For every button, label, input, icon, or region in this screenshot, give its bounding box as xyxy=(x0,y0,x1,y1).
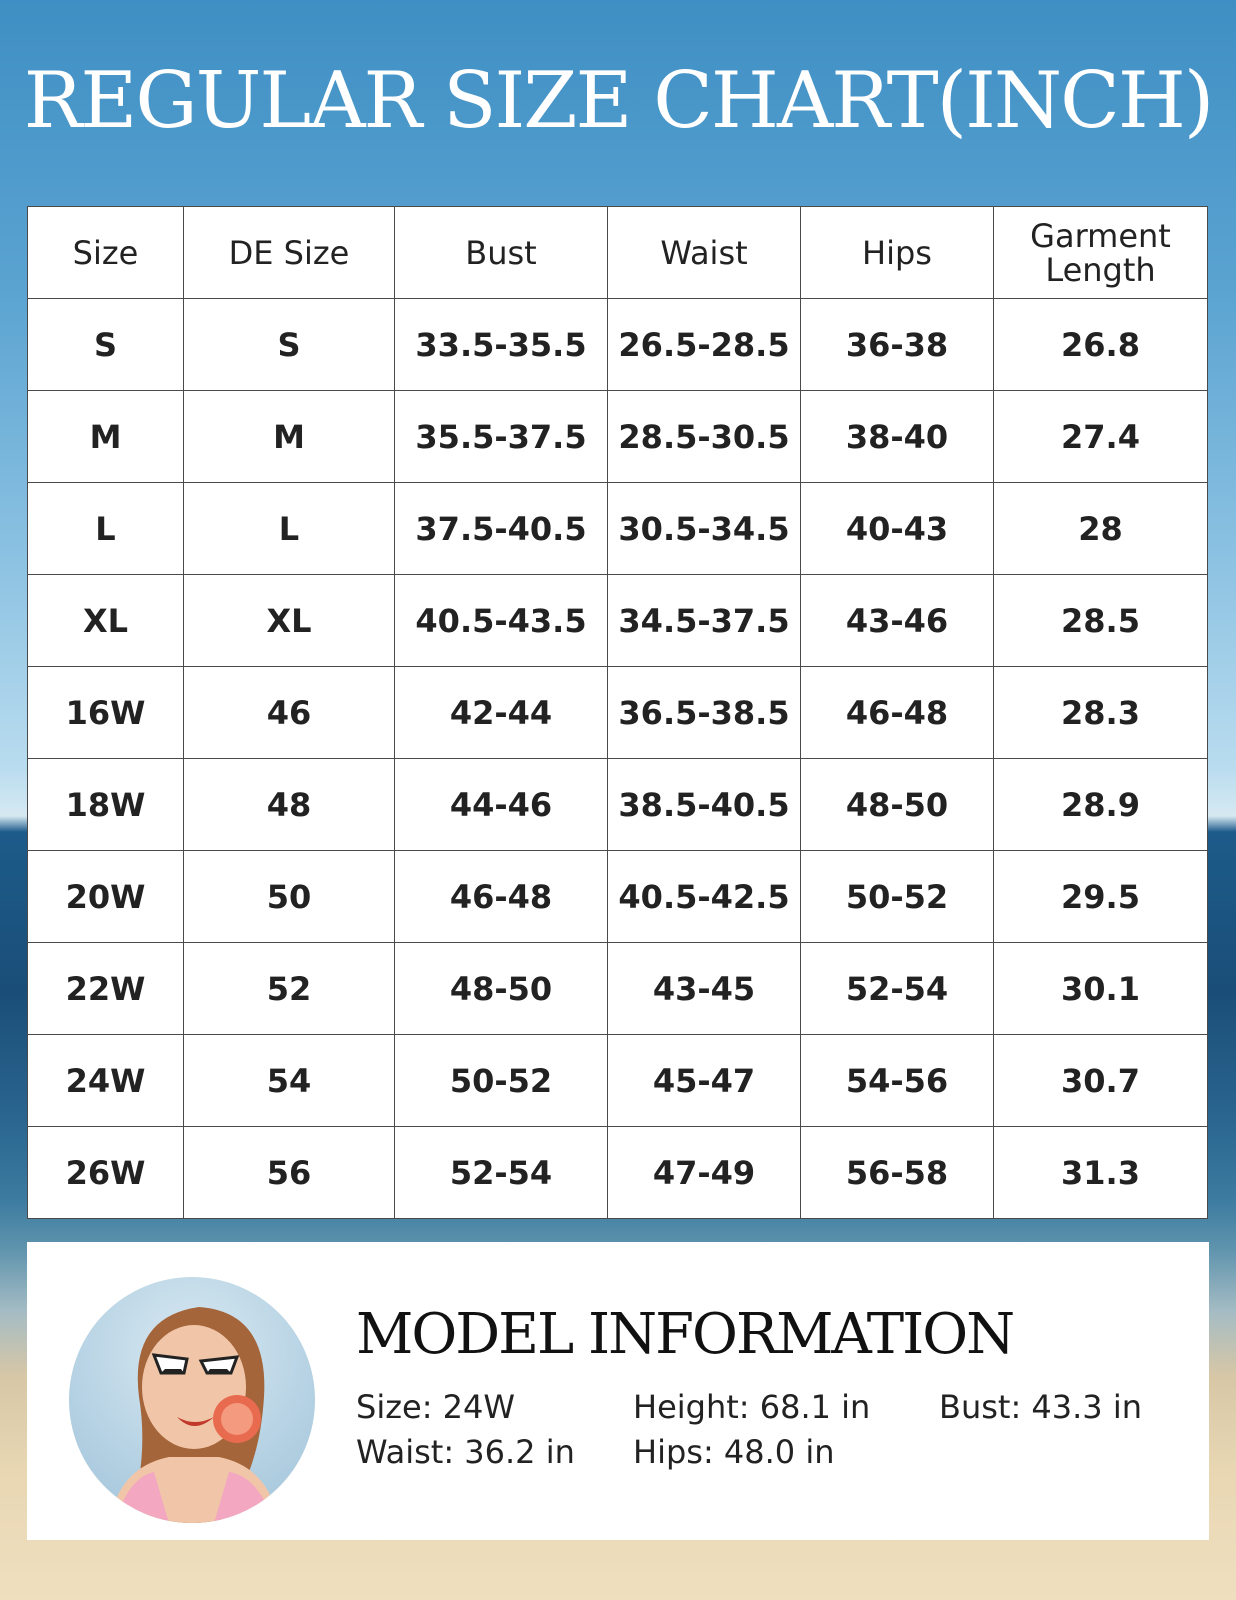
cell-size: 18W xyxy=(28,759,184,851)
cell-bust: 50-52 xyxy=(395,1035,608,1127)
cell-garment-length: 31.3 xyxy=(994,1127,1208,1219)
cell-waist: 47-49 xyxy=(608,1127,801,1219)
cell-garment-length: 28.9 xyxy=(994,759,1208,851)
table-row xyxy=(28,1035,1208,1127)
header-hips: Hips xyxy=(801,207,994,299)
model-information-card xyxy=(27,1242,1209,1540)
model-info-heading: MODEL INFORMATION xyxy=(356,1302,1014,1367)
table-row xyxy=(28,943,1208,1035)
model-size: Size: 24W xyxy=(356,1388,515,1426)
cell-size: 20W xyxy=(28,851,184,943)
cell-hips: 48-50 xyxy=(801,759,994,851)
cell-garment-length: 27.4 xyxy=(994,391,1208,483)
cell-hips: 56-58 xyxy=(801,1127,994,1219)
cell-size: 22W xyxy=(28,943,184,1035)
size-chart-table xyxy=(27,206,1208,1219)
cell-de-size: XL xyxy=(184,575,395,667)
header-waist: Waist xyxy=(608,207,801,299)
cell-de-size: 52 xyxy=(184,943,395,1035)
table-row xyxy=(28,483,1208,575)
model-height: Height: 68.1 in xyxy=(633,1388,871,1426)
header-size: Size xyxy=(28,207,184,299)
cell-size: 24W xyxy=(28,1035,184,1127)
header-de-size: DE Size xyxy=(184,207,395,299)
cell-garment-length: 26.8 xyxy=(994,299,1208,391)
model-hips: Hips: 48.0 in xyxy=(633,1433,835,1471)
cell-bust: 44-46 xyxy=(395,759,608,851)
cell-waist: 40.5-42.5 xyxy=(608,851,801,943)
cell-waist: 34.5-37.5 xyxy=(608,575,801,667)
cell-de-size: L xyxy=(184,483,395,575)
cell-size: L xyxy=(28,483,184,575)
cell-de-size: 46 xyxy=(184,667,395,759)
cell-waist: 26.5-28.5 xyxy=(608,299,801,391)
table-row xyxy=(28,1127,1208,1219)
header-bust: Bust xyxy=(395,207,608,299)
cell-bust: 37.5-40.5 xyxy=(395,483,608,575)
cell-hips: 40-43 xyxy=(801,483,994,575)
table-row xyxy=(28,575,1208,667)
cell-de-size: 54 xyxy=(184,1035,395,1127)
table-row xyxy=(28,759,1208,851)
cell-size: XL xyxy=(28,575,184,667)
cell-bust: 48-50 xyxy=(395,943,608,1035)
cell-garment-length: 28.3 xyxy=(994,667,1208,759)
cell-de-size: 48 xyxy=(184,759,395,851)
table-row xyxy=(28,851,1208,943)
cell-garment-length: 28.5 xyxy=(994,575,1208,667)
cell-de-size: 50 xyxy=(184,851,395,943)
cell-de-size: S xyxy=(184,299,395,391)
model-bust: Bust: 43.3 in xyxy=(939,1388,1142,1426)
cell-garment-length: 29.5 xyxy=(994,851,1208,943)
table-row xyxy=(28,667,1208,759)
cell-hips: 43-46 xyxy=(801,575,994,667)
cell-bust: 52-54 xyxy=(395,1127,608,1219)
cell-waist: 36.5-38.5 xyxy=(608,667,801,759)
cell-bust: 42-44 xyxy=(395,667,608,759)
model-waist: Waist: 36.2 in xyxy=(356,1433,575,1471)
cell-waist: 28.5-30.5 xyxy=(608,391,801,483)
cell-de-size: 56 xyxy=(184,1127,395,1219)
cell-waist: 30.5-34.5 xyxy=(608,483,801,575)
cell-bust: 46-48 xyxy=(395,851,608,943)
cell-waist: 43-45 xyxy=(608,943,801,1035)
cell-de-size: M xyxy=(184,391,395,483)
cell-hips: 38-40 xyxy=(801,391,994,483)
model-photo-illustration xyxy=(69,1277,315,1523)
cell-bust: 33.5-35.5 xyxy=(395,299,608,391)
cell-waist: 38.5-40.5 xyxy=(608,759,801,851)
cell-hips: 46-48 xyxy=(801,667,994,759)
model-photo xyxy=(69,1277,315,1523)
cell-size: 26W xyxy=(28,1127,184,1219)
header-garment-length: Garment Length xyxy=(994,207,1208,299)
cell-hips: 52-54 xyxy=(801,943,994,1035)
table-row xyxy=(28,299,1208,391)
cell-hips: 36-38 xyxy=(801,299,994,391)
table-header-row xyxy=(28,207,1208,299)
cell-garment-length: 30.7 xyxy=(994,1035,1208,1127)
page-title: REGULAR SIZE CHART(INCH) xyxy=(23,56,1213,146)
cell-hips: 50-52 xyxy=(801,851,994,943)
cell-hips: 54-56 xyxy=(801,1035,994,1127)
cell-bust: 40.5-43.5 xyxy=(395,575,608,667)
cell-garment-length: 30.1 xyxy=(994,943,1208,1035)
cell-bust: 35.5-37.5 xyxy=(395,391,608,483)
cell-garment-length: 28 xyxy=(994,483,1208,575)
cell-size: 16W xyxy=(28,667,184,759)
cell-waist: 45-47 xyxy=(608,1035,801,1127)
table-row xyxy=(28,391,1208,483)
cell-size: S xyxy=(28,299,184,391)
cell-size: M xyxy=(28,391,184,483)
